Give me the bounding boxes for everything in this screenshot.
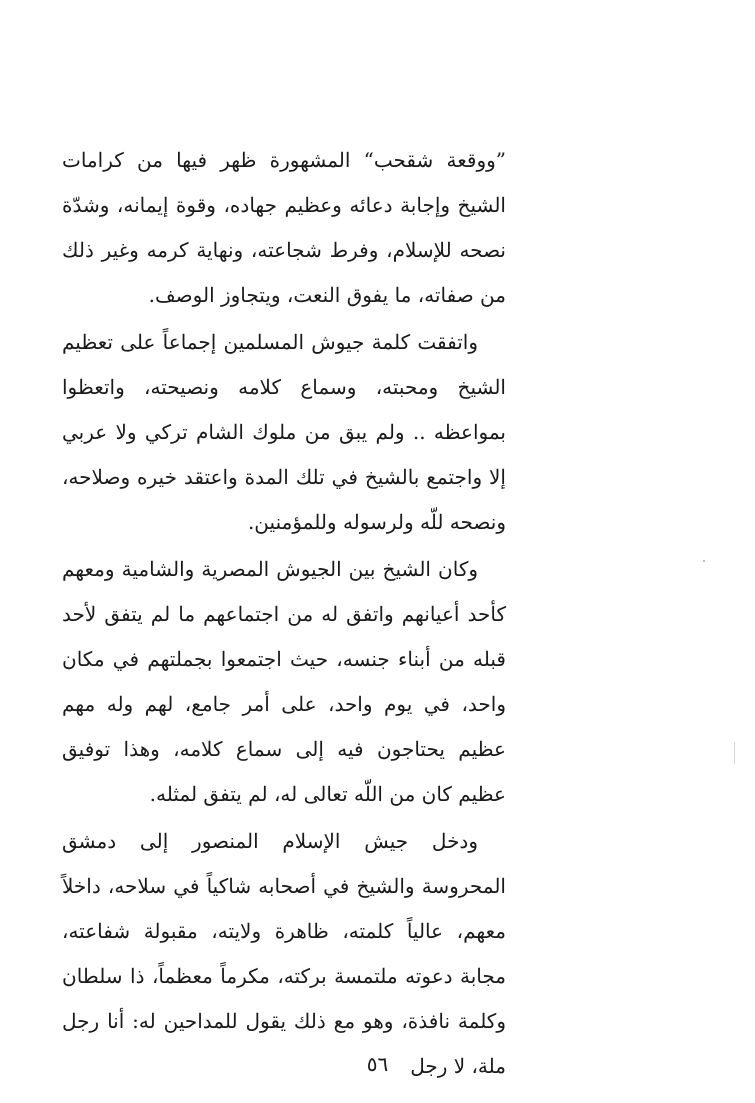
page-number: ٥٦ — [366, 1052, 389, 1076]
scan-dot — [703, 560, 705, 562]
paragraph-4: ودخل جيش الإسلام المنصور إلى دمشق المحروسة والشيخ في أصحابه شاكياً في سلاحه، داخلاً معهم، عالياً كلمته، ظاهرة ولايته، مقبولة شفاعته، مجابة دعوته ملتمسة بركته، مكرماً معظماً، ذا سلطان وكلمة نافذة، وهو مع ذلك يقول للمداحين له: أنا رجل ملة، لا رجل — [62, 829, 506, 1078]
paragraph-2: واتفقت كلمة جيوش المسلمين إجماعاً على تعظيم الشيخ ومحبته، وسماع كلامه ونصيحته، واتعظوا بمواعظه .. ولم يبق من ملوك الشام تركي ولا عربي إلا واجتمع بالشيخ في تلك المدة واعتقد خيره وصلاحه، ونصحه للّه ولرسوله وللمؤمنين. — [62, 330, 506, 534]
scan-edge-mark — [734, 742, 735, 764]
body-text — [62, 138, 506, 1089]
paragraph-1: ”ووقعة شقحب“ المشهورة ظهر فيها من كرامات الشيخ وإجابة دعائه وعظيم جهاده، وقوة إيمانه، وشدّة نصحه للإسلام، وفرط شجاعته، ونهاية كرمه وغير ذلك من صفاته، ما يفوق النعت، ويتجاوز الوصف. — [62, 148, 506, 307]
paragraph-3: وكان الشيخ بين الجيوش المصرية والشامية ومعهم كأحد أعيانهم واتفق له من اجتماعهم ما لم يتفق لأحد قبله من أبناء جنسه، حيث اجتمعوا بجملتهم في مكان واحد، في يوم واحد، على أمر جامع، لهم وله مهم عظيم يحتاجون فيه إلى سماع كلامه، وهذا توفيق عظيم كان من اللّه تعالى له، لم يتفق لمثله. — [62, 557, 506, 806]
